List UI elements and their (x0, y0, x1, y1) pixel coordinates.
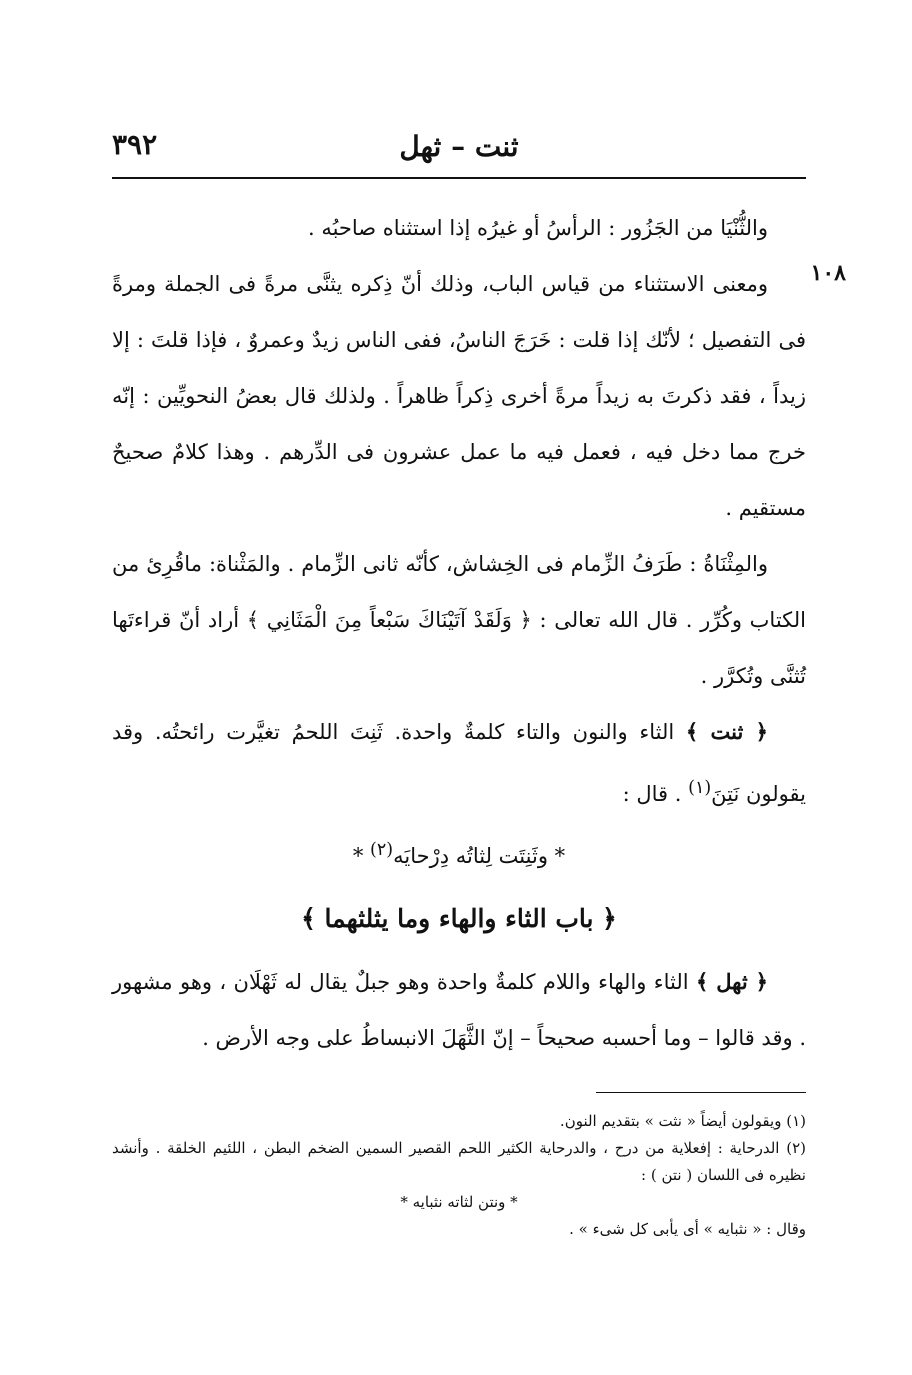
footnote-1: (١) ويقولون أيضاً « نثت » بتقديم النون. (559, 1112, 806, 1130)
footnote-2: (٢) الدرحاية : إفعلاية من درح ، والدرحاية الكثير اللحم القصير السمين الضخم البطن ، اللئيم الخلقة . وأنشد نظيره فى اللسان ( نتن ) : (112, 1139, 806, 1184)
entry-thant (112, 704, 806, 822)
footnote-verse: * ونتن لثاته نثبايه * (400, 1193, 518, 1211)
entry-thahl (112, 954, 806, 1066)
footnote-rule (596, 1092, 806, 1093)
paragraph-mithnat: والمِثْنَاةُ : طَرَفُ الزِّمام فى الخِشاش، كأنّه ثانى الزِّمام . والمَثْناة: ماقُرِئ من الكتاب وكُرِّر . قال الله تعالى : ﴿ وَلَقَدْ آتَيْنَاكَ سَبْعاً مِنَ الْمَثَانِي ﴾ أراد أنّ قراءتَها تُثنَّى وتُكرَّر . (112, 552, 806, 688)
verse-end-mark: * (352, 844, 364, 868)
page-header (112, 128, 806, 172)
paragraph-number: ١٠٨ (810, 260, 846, 286)
entry-heading-thahl: ﴿ ثهل ﴾ (695, 969, 768, 994)
running-title: ثنت – ثهل (399, 130, 519, 163)
entry-text-thant: الثاء والنون والتاء كلمةٌ واحدة. ثَنِتَ اللحمُ تغيَّرت رائحتُه. وقد يقولون نَتِنَ (112, 720, 806, 806)
entry-text-thahl: الثاء والهاء واللام كلمةٌ واحدة وهو جبلٌ يقال له ثَهْلَان ، وهو مشهور . وقد قالوا – وما أحسبه صحيحاً – إنّ الثَّهَلَ الانبساطُ على وجه الأرض . (112, 970, 806, 1050)
verse-text: * وثَنِتَت لِثاتُه دِرْحايَه (393, 844, 566, 868)
footnote-ref-1: (١) (688, 778, 712, 798)
footnotes (112, 1108, 806, 1243)
footnote-2-cont: وقال : « نثبايه » أى يأبى كل شىء » . (569, 1220, 806, 1238)
header-rule (112, 177, 806, 179)
entry-text-thant-tail: . قال : (622, 782, 682, 806)
verse-line (112, 822, 806, 884)
paragraph-thunya: والثُّنْيَا من الجَزُور : الرأسُ أو غيرُه إذا استثناه صاحبُه . (307, 216, 768, 240)
entry-heading-thant: ﴿ ثنت ﴾ (685, 719, 768, 744)
chapter-heading: ﴿ باب الثاء والهاء وما يثلثهما ﴾ (301, 904, 617, 933)
paragraph-istithna: ومعنى الاستثناء من قياس الباب، وذلك أنّ ذِكره يثنَّى مرةً فى الجملة ومرةً فى التفصيل ؛ لأنّك إذا قلت : خَرَجَ الناسُ، ففى الناس زيدٌ وعمروٌ ، فإذا قلتَ : إلا زيداً ، فقد ذكرتَ به زيداً مرةً أخرى ذِكراً ظاهراً . ولذلك قال بعضُ النحويِّين : إنّه خرج مما دخل فيه ، فعمل فيه ما عمل عشرون فى الدِّرهم . وهذا كلامٌ صحيحٌ مستقيم . (112, 272, 806, 520)
page-number: ٣٩٢ (112, 128, 158, 161)
footnote-ref-2: (٢) (370, 840, 394, 860)
main-text (112, 200, 806, 1066)
